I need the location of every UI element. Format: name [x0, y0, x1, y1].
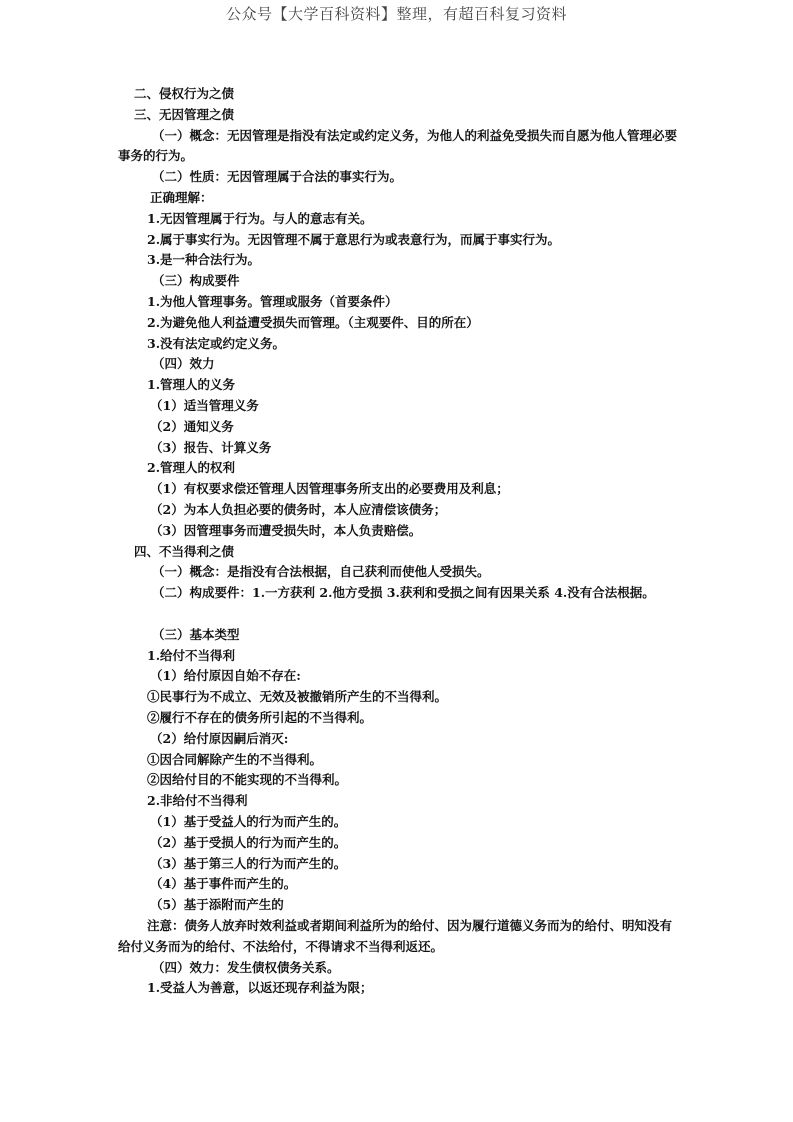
- list-item: （1）基于受益人的行为而产生的。: [150, 814, 347, 829]
- list-item: （2）基于受损人的行为而产生的。: [150, 834, 347, 850]
- list-item: ①民事行为不成立、无效及被撤销所产生的不当得利。: [147, 689, 448, 705]
- list-item: （1）有权要求偿还管理人因管理事务所支出的必要费用及利息；: [150, 481, 509, 497]
- list-item: （5）基于添附而产生的: [150, 897, 284, 913]
- list-item: （1）适当管理义务: [150, 398, 259, 413]
- list-item: 2.为避免他人利益遭受损失而管理。（主观要件、目的所在）: [147, 314, 479, 330]
- list-item: 2.管理人的权利: [147, 460, 236, 476]
- paragraph: （二）性质：无因管理属于合法的事实行为。: [152, 169, 403, 185]
- paragraph: （四）效力：发生债权债务关系。: [152, 959, 340, 975]
- section-heading: 三、无因管理之债: [134, 106, 235, 122]
- list-item: 1.给付不当得利: [147, 647, 236, 663]
- list-item: 2.属于事实行为。无因管理不属于意思行为或表意行为，而属于事实行为。: [147, 231, 561, 247]
- paragraph: 正确理解：: [150, 190, 213, 205]
- list-item: 3.没有法定或约定义务。: [147, 335, 286, 351]
- list-item: （4）基于事件而产生的。: [150, 876, 297, 892]
- list-item: （2）为本人负担必要的债务时，本人应清偿该债务；: [150, 502, 447, 517]
- note-paragraph: 注意：债务人放弃时效利益或者期间利益所为的给付、因为履行道德义务而为的给付、明知没有给付义务而为的给付、不法给付，不得请求不当得利返还。: [118, 918, 673, 954]
- list-item: 3.是一种合法行为。: [147, 252, 261, 268]
- list-item: （1）给付原因自始不存在:: [150, 668, 301, 684]
- section-heading: 四、不当得利之债: [134, 543, 235, 559]
- list-item: 1.无因管理属于行为。与人的意志有关。: [147, 210, 373, 226]
- list-item: ②因给付目的不能实现的不当得利。: [147, 772, 348, 788]
- paragraph: （一）概念：无因管理是指没有法定或约定义务，为他人的利益免受损失而自愿为他人管理必要事务的行为。: [118, 127, 678, 164]
- list-item: ①因合同解除产生的不当得利。: [147, 751, 323, 767]
- list-item: 2.非给付不当得利: [147, 793, 248, 809]
- list-item: 1.管理人的义务: [147, 377, 236, 393]
- list-item: （3）因管理事务而遭受损失时，本人负责赔偿。: [150, 522, 422, 538]
- list-item: （2）通知义务: [150, 418, 234, 434]
- list-item: ②履行不存在的债务所引起的不当得利。: [147, 710, 373, 725]
- list-item: 1.受益人为善意，以返还现存利益为限；: [147, 980, 373, 996]
- list-item: 1.为他人管理事务。管理或服务（首要条件）: [147, 294, 398, 309]
- list-item: （3）报告、计算义务: [150, 439, 272, 455]
- list-item: （2）给付原因嗣后消灭:: [150, 730, 289, 746]
- paragraph: （一）概念：是指没有合法根据，自己获利而使他人受损失。: [152, 564, 490, 580]
- subsection-heading: （三）构成要件: [152, 273, 240, 289]
- paragraph: （二）构成要件：1.一方获利 2.他方受损 3.获利和受损之间有因果关系 4.没有合法根据。: [152, 585, 655, 601]
- subsection-heading: （四）效力: [152, 356, 215, 372]
- section-heading: 二、侵权行为之债: [134, 86, 235, 101]
- list-item: （3）基于第三人的行为而产生的。: [150, 855, 347, 871]
- subsection-heading: （三）基本类型: [152, 626, 240, 642]
- page-header: 公众号【大学百科资料】整理，有超百科复习资料: [225, 5, 567, 23]
